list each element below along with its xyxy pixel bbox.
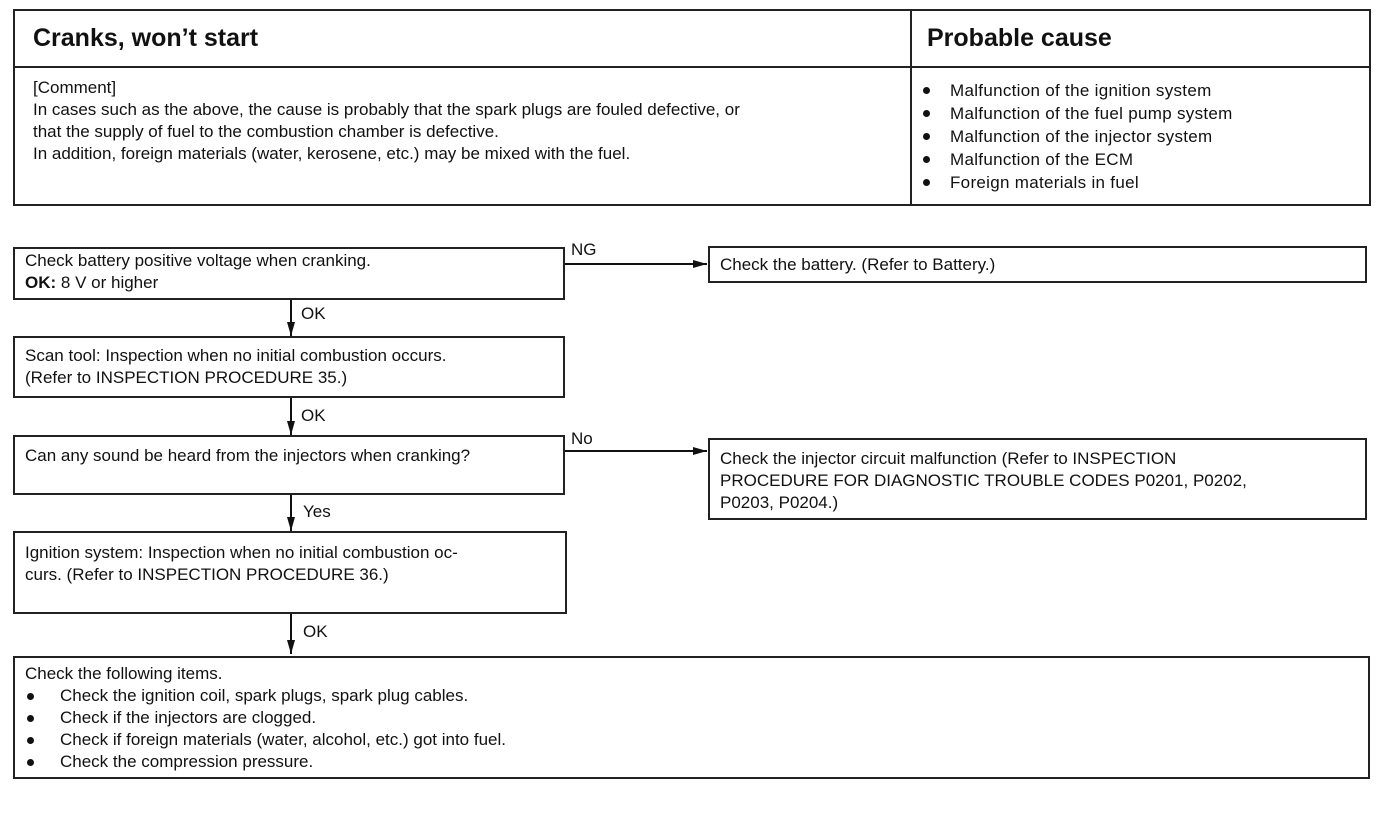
bullet-icon bbox=[27, 715, 34, 722]
step-text: P0203, P0204.) bbox=[720, 493, 839, 512]
probable-cause-item: Malfunction of the ignition system bbox=[920, 79, 1233, 102]
step-scan-tool-inspection bbox=[13, 336, 565, 398]
final-check-item: Check if the injectors are clogged. bbox=[25, 707, 1358, 729]
ok-criteria: OK: 8 V or higher bbox=[25, 273, 159, 292]
step-check-injector-circuit bbox=[708, 438, 1367, 520]
probable-cause-item: Malfunction of the fuel pump system bbox=[920, 102, 1233, 125]
final-heading: Check the following items. bbox=[25, 664, 223, 683]
step-text: (Refer to INSPECTION PROCEDURE 35.) bbox=[25, 368, 348, 387]
edge-label-yes: Yes bbox=[303, 502, 331, 521]
comment-line: In cases such as the above, the cause is probably that the spark plugs are fouled defective, or bbox=[33, 100, 740, 119]
final-check-list bbox=[25, 685, 1358, 773]
step-text: Ignition system: Inspection when no initial combustion oc- bbox=[25, 543, 458, 562]
step-text: Can any sound be heard from the injectors when cranking? bbox=[25, 446, 471, 465]
step-check-battery-voltage bbox=[13, 247, 565, 300]
step-text: Check the injector circuit malfunction (Refer to INSPECTION bbox=[720, 449, 1177, 468]
step-ignition-system-inspection bbox=[13, 531, 567, 614]
comment-line: that the supply of fuel to the combustion chamber is defective. bbox=[33, 122, 499, 141]
final-check-item: Check if foreign materials (water, alcohol, etc.) got into fuel. bbox=[25, 729, 1358, 751]
step-text: curs. (Refer to INSPECTION PROCEDURE 36.) bbox=[25, 565, 389, 584]
edge-label-ng: NG bbox=[571, 240, 597, 259]
edge-label-ok: OK bbox=[301, 406, 326, 425]
edge-label-no: No bbox=[571, 429, 593, 448]
step-text: Check battery positive voltage when cranking. bbox=[25, 251, 371, 270]
comment-label: [Comment] bbox=[33, 78, 117, 97]
probable-cause-title: Probable cause bbox=[927, 24, 1112, 52]
edge-label-ok: OK bbox=[301, 304, 326, 323]
bullet-icon bbox=[27, 759, 34, 766]
comment-line: In addition, foreign materials (water, kerosene, etc.) may be mixed with the fuel. bbox=[33, 144, 631, 163]
symptom-title: Cranks, won’t start bbox=[33, 24, 259, 52]
step-text: Scan tool: Inspection when no initial combustion occurs. bbox=[25, 346, 447, 365]
step-text: Check the battery. (Refer to Battery.) bbox=[720, 255, 996, 274]
step-check-battery bbox=[708, 246, 1367, 283]
step-injector-sound-question bbox=[13, 435, 565, 495]
edge-label-ok: OK bbox=[303, 622, 328, 641]
probable-cause-item: Malfunction of the ECM bbox=[920, 148, 1233, 171]
step-text: PROCEDURE FOR DIAGNOSTIC TROUBLE CODES P0201, P0202, bbox=[720, 471, 1247, 490]
final-check-item: Check the ignition coil, spark plugs, spark plug cables. bbox=[25, 685, 1358, 707]
step-check-following-items bbox=[13, 656, 1370, 779]
probable-cause-item: Malfunction of the injector system bbox=[920, 125, 1233, 148]
final-check-item: Check the compression pressure. bbox=[25, 751, 1358, 773]
bullet-icon bbox=[27, 693, 34, 700]
bullet-icon bbox=[27, 737, 34, 744]
probable-cause-item: Foreign materials in fuel bbox=[920, 171, 1233, 194]
